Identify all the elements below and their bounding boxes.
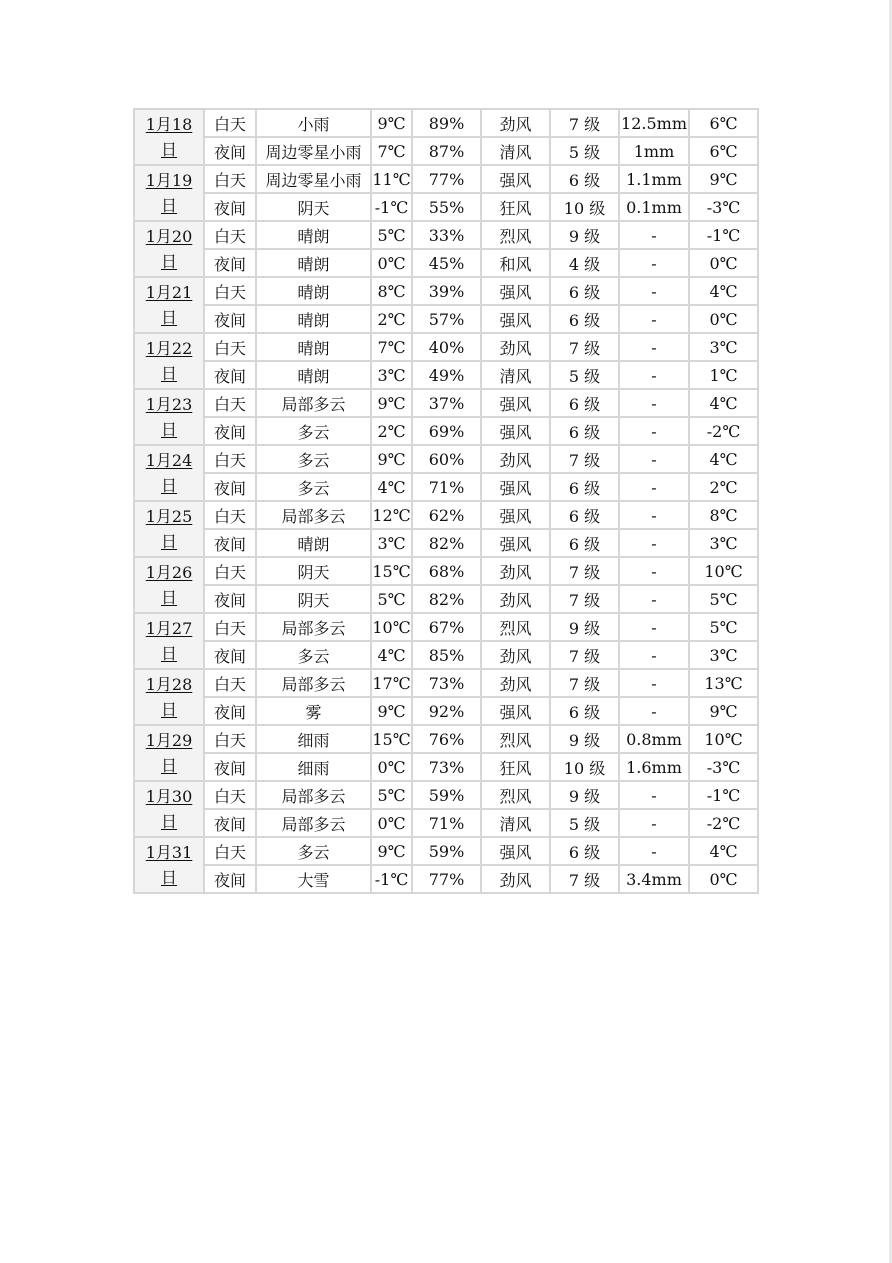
wind-cell: 强风 xyxy=(482,698,551,726)
precipitation-cell: - xyxy=(620,474,690,502)
humidity-cell: 68% xyxy=(413,558,482,586)
precipitation-cell: - xyxy=(620,334,690,362)
table-row xyxy=(135,222,759,250)
wind-cell: 强风 xyxy=(482,474,551,502)
wind-level-cell: 7 级 xyxy=(551,642,620,670)
table-row xyxy=(135,866,759,894)
wind-cell: 烈风 xyxy=(482,782,551,810)
period-cell: 夜间 xyxy=(205,642,257,670)
wind-level-cell: 6 级 xyxy=(551,698,620,726)
table-row xyxy=(135,334,759,362)
wind-level-cell: 9 级 xyxy=(551,726,620,754)
wind-cell: 烈风 xyxy=(482,614,551,642)
condition-cell: 多云 xyxy=(257,418,372,446)
temperature-cell: 9℃ xyxy=(372,838,413,866)
date-month-day: 1月20 xyxy=(145,227,193,246)
condition-cell: 晴朗 xyxy=(257,222,372,250)
feels-like-cell: 3℃ xyxy=(690,334,759,362)
feels-like-cell: 4℃ xyxy=(690,838,759,866)
date-day-suffix: 日 xyxy=(160,756,177,775)
wind-level-cell: 7 级 xyxy=(551,446,620,474)
table-row xyxy=(135,110,759,138)
precipitation-cell: 1.1mm xyxy=(620,166,690,194)
precipitation-cell: - xyxy=(620,670,690,698)
table-row xyxy=(135,670,759,698)
wind-cell: 劲风 xyxy=(482,670,551,698)
table-row xyxy=(135,782,759,810)
date-day-suffix: 日 xyxy=(160,364,177,383)
wind-level-cell: 6 级 xyxy=(551,390,620,418)
wind-level-cell: 5 级 xyxy=(551,138,620,166)
precipitation-cell: 3.4mm xyxy=(620,866,690,894)
precipitation-cell: - xyxy=(620,502,690,530)
table-row xyxy=(135,166,759,194)
precipitation-cell: 0.8mm xyxy=(620,726,690,754)
table-row xyxy=(135,838,759,866)
precipitation-cell: - xyxy=(620,222,690,250)
feels-like-cell: 3℃ xyxy=(690,530,759,558)
condition-cell: 局部多云 xyxy=(257,614,372,642)
temperature-cell: -1℃ xyxy=(372,866,413,894)
condition-cell: 多云 xyxy=(257,838,372,866)
condition-cell: 局部多云 xyxy=(257,810,372,838)
temperature-cell: 9℃ xyxy=(372,110,413,138)
precipitation-cell: - xyxy=(620,418,690,446)
table-row xyxy=(135,502,759,530)
date-month-day: 1月28 xyxy=(145,675,193,694)
precipitation-cell: - xyxy=(620,530,690,558)
temperature-cell: 4℃ xyxy=(372,474,413,502)
period-cell: 夜间 xyxy=(205,586,257,614)
date-day-suffix: 日 xyxy=(160,476,177,495)
feels-like-cell: -3℃ xyxy=(690,194,759,222)
precipitation-cell: - xyxy=(620,446,690,474)
table-row xyxy=(135,194,759,222)
humidity-cell: 85% xyxy=(413,642,482,670)
wind-level-cell: 7 级 xyxy=(551,110,620,138)
condition-cell: 周边零星小雨 xyxy=(257,138,372,166)
condition-cell: 局部多云 xyxy=(257,390,372,418)
table-row xyxy=(135,726,759,754)
date-cell xyxy=(135,726,205,782)
date-cell xyxy=(135,782,205,838)
date-day-suffix: 日 xyxy=(160,644,177,663)
humidity-cell: 77% xyxy=(413,166,482,194)
humidity-cell: 60% xyxy=(413,446,482,474)
humidity-cell: 55% xyxy=(413,194,482,222)
precipitation-cell: - xyxy=(620,586,690,614)
period-cell: 白天 xyxy=(205,782,257,810)
humidity-cell: 71% xyxy=(413,474,482,502)
wind-level-cell: 6 级 xyxy=(551,418,620,446)
period-cell: 白天 xyxy=(205,614,257,642)
precipitation-cell: - xyxy=(620,278,690,306)
date-month-day: 1月18 xyxy=(145,115,193,134)
temperature-cell: 17℃ xyxy=(372,670,413,698)
wind-level-cell: 7 级 xyxy=(551,586,620,614)
humidity-cell: 71% xyxy=(413,810,482,838)
humidity-cell: 45% xyxy=(413,250,482,278)
feels-like-cell: 9℃ xyxy=(690,166,759,194)
date-month-day: 1月21 xyxy=(145,283,193,302)
wind-level-cell: 6 级 xyxy=(551,306,620,334)
humidity-cell: 59% xyxy=(413,782,482,810)
date-day-suffix: 日 xyxy=(160,196,177,215)
feels-like-cell: 0℃ xyxy=(690,250,759,278)
date-day-suffix: 日 xyxy=(160,252,177,271)
wind-level-cell: 4 级 xyxy=(551,250,620,278)
precipitation-cell: 12.5mm xyxy=(620,110,690,138)
wind-cell: 狂风 xyxy=(482,754,551,782)
wind-cell: 劲风 xyxy=(482,642,551,670)
date-month-day: 1月26 xyxy=(145,563,193,582)
temperature-cell: 0℃ xyxy=(372,810,413,838)
wind-level-cell: 7 级 xyxy=(551,558,620,586)
feels-like-cell: 0℃ xyxy=(690,866,759,894)
feels-like-cell: -1℃ xyxy=(690,782,759,810)
wind-level-cell: 9 级 xyxy=(551,782,620,810)
date-day-suffix: 日 xyxy=(160,308,177,327)
wind-cell: 强风 xyxy=(482,390,551,418)
table-row xyxy=(135,614,759,642)
feels-like-cell: 8℃ xyxy=(690,502,759,530)
precipitation-cell: - xyxy=(620,642,690,670)
period-cell: 夜间 xyxy=(205,138,257,166)
temperature-cell: 11℃ xyxy=(372,166,413,194)
wind-cell: 强风 xyxy=(482,166,551,194)
precipitation-cell: - xyxy=(620,306,690,334)
feels-like-cell: 6℃ xyxy=(690,138,759,166)
humidity-cell: 87% xyxy=(413,138,482,166)
condition-cell: 晴朗 xyxy=(257,362,372,390)
wind-cell: 劲风 xyxy=(482,110,551,138)
temperature-cell: 2℃ xyxy=(372,306,413,334)
table-row xyxy=(135,530,759,558)
date-month-day: 1月22 xyxy=(145,339,193,358)
condition-cell: 雾 xyxy=(257,698,372,726)
precipitation-cell: - xyxy=(620,390,690,418)
temperature-cell: 2℃ xyxy=(372,418,413,446)
period-cell: 夜间 xyxy=(205,194,257,222)
wind-level-cell: 5 级 xyxy=(551,810,620,838)
temperature-cell: 8℃ xyxy=(372,278,413,306)
wind-cell: 强风 xyxy=(482,838,551,866)
period-cell: 白天 xyxy=(205,838,257,866)
wind-cell: 强风 xyxy=(482,418,551,446)
condition-cell: 多云 xyxy=(257,474,372,502)
date-cell xyxy=(135,222,205,278)
temperature-cell: 9℃ xyxy=(372,446,413,474)
date-cell xyxy=(135,502,205,558)
period-cell: 白天 xyxy=(205,166,257,194)
feels-like-cell: 10℃ xyxy=(690,726,759,754)
humidity-cell: 82% xyxy=(413,530,482,558)
period-cell: 白天 xyxy=(205,670,257,698)
date-cell xyxy=(135,390,205,446)
condition-cell: 晴朗 xyxy=(257,306,372,334)
precipitation-cell: - xyxy=(620,614,690,642)
humidity-cell: 39% xyxy=(413,278,482,306)
humidity-cell: 89% xyxy=(413,110,482,138)
date-cell xyxy=(135,838,205,894)
date-day-suffix: 日 xyxy=(160,420,177,439)
precipitation-cell: 1.6mm xyxy=(620,754,690,782)
precipitation-cell: 1mm xyxy=(620,138,690,166)
humidity-cell: 59% xyxy=(413,838,482,866)
wind-cell: 劲风 xyxy=(482,586,551,614)
temperature-cell: 5℃ xyxy=(372,222,413,250)
temperature-cell: -1℃ xyxy=(372,194,413,222)
humidity-cell: 37% xyxy=(413,390,482,418)
wind-cell: 强风 xyxy=(482,306,551,334)
date-month-day: 1月30 xyxy=(145,787,193,806)
wind-level-cell: 9 级 xyxy=(551,614,620,642)
humidity-cell: 73% xyxy=(413,670,482,698)
feels-like-cell: -3℃ xyxy=(690,754,759,782)
table-row xyxy=(135,446,759,474)
humidity-cell: 49% xyxy=(413,362,482,390)
date-cell xyxy=(135,278,205,334)
condition-cell: 局部多云 xyxy=(257,502,372,530)
temperature-cell: 0℃ xyxy=(372,250,413,278)
wind-cell: 劲风 xyxy=(482,446,551,474)
table-row xyxy=(135,754,759,782)
humidity-cell: 77% xyxy=(413,866,482,894)
table-row xyxy=(135,586,759,614)
wind-cell: 狂风 xyxy=(482,194,551,222)
date-month-day: 1月27 xyxy=(145,619,193,638)
period-cell: 夜间 xyxy=(205,698,257,726)
precipitation-cell: 0.1mm xyxy=(620,194,690,222)
temperature-cell: 3℃ xyxy=(372,530,413,558)
humidity-cell: 57% xyxy=(413,306,482,334)
wind-cell: 强风 xyxy=(482,278,551,306)
condition-cell: 大雪 xyxy=(257,866,372,894)
period-cell: 夜间 xyxy=(205,530,257,558)
feels-like-cell: 4℃ xyxy=(690,278,759,306)
date-day-suffix: 日 xyxy=(160,532,177,551)
temperature-cell: 15℃ xyxy=(372,726,413,754)
humidity-cell: 62% xyxy=(413,502,482,530)
wind-cell: 强风 xyxy=(482,530,551,558)
wind-level-cell: 7 级 xyxy=(551,334,620,362)
humidity-cell: 67% xyxy=(413,614,482,642)
condition-cell: 晴朗 xyxy=(257,334,372,362)
temperature-cell: 12℃ xyxy=(372,502,413,530)
feels-like-cell: 0℃ xyxy=(690,306,759,334)
period-cell: 夜间 xyxy=(205,754,257,782)
date-month-day: 1月23 xyxy=(145,395,193,414)
humidity-cell: 92% xyxy=(413,698,482,726)
temperature-cell: 15℃ xyxy=(372,558,413,586)
wind-cell: 清风 xyxy=(482,362,551,390)
period-cell: 白天 xyxy=(205,502,257,530)
feels-like-cell: 4℃ xyxy=(690,446,759,474)
precipitation-cell: - xyxy=(620,362,690,390)
wind-level-cell: 6 级 xyxy=(551,474,620,502)
condition-cell: 阴天 xyxy=(257,558,372,586)
condition-cell: 阴天 xyxy=(257,194,372,222)
table-row xyxy=(135,558,759,586)
date-cell xyxy=(135,166,205,222)
wind-level-cell: 5 级 xyxy=(551,362,620,390)
temperature-cell: 7℃ xyxy=(372,138,413,166)
temperature-cell: 9℃ xyxy=(372,698,413,726)
period-cell: 白天 xyxy=(205,278,257,306)
temperature-cell: 7℃ xyxy=(372,334,413,362)
period-cell: 白天 xyxy=(205,390,257,418)
period-cell: 白天 xyxy=(205,222,257,250)
date-day-suffix: 日 xyxy=(160,812,177,831)
wind-cell: 劲风 xyxy=(482,334,551,362)
condition-cell: 细雨 xyxy=(257,726,372,754)
table-row xyxy=(135,390,759,418)
wind-cell: 烈风 xyxy=(482,726,551,754)
date-month-day: 1月24 xyxy=(145,451,193,470)
date-cell xyxy=(135,446,205,502)
table-row xyxy=(135,306,759,334)
period-cell: 白天 xyxy=(205,726,257,754)
feels-like-cell: 2℃ xyxy=(690,474,759,502)
wind-cell: 烈风 xyxy=(482,222,551,250)
feels-like-cell: 1℃ xyxy=(690,362,759,390)
condition-cell: 晴朗 xyxy=(257,250,372,278)
precipitation-cell: - xyxy=(620,810,690,838)
table-row xyxy=(135,698,759,726)
period-cell: 白天 xyxy=(205,558,257,586)
precipitation-cell: - xyxy=(620,698,690,726)
temperature-cell: 5℃ xyxy=(372,586,413,614)
wind-level-cell: 7 级 xyxy=(551,670,620,698)
feels-like-cell: 4℃ xyxy=(690,390,759,418)
humidity-cell: 82% xyxy=(413,586,482,614)
feels-like-cell: 6℃ xyxy=(690,110,759,138)
humidity-cell: 33% xyxy=(413,222,482,250)
wind-cell: 劲风 xyxy=(482,866,551,894)
condition-cell: 多云 xyxy=(257,446,372,474)
table-row xyxy=(135,418,759,446)
feels-like-cell: 13℃ xyxy=(690,670,759,698)
wind-level-cell: 6 级 xyxy=(551,838,620,866)
period-cell: 夜间 xyxy=(205,474,257,502)
weather-table-body xyxy=(135,110,759,894)
period-cell: 白天 xyxy=(205,334,257,362)
humidity-cell: 73% xyxy=(413,754,482,782)
table-row xyxy=(135,138,759,166)
date-day-suffix: 日 xyxy=(160,140,177,159)
wind-level-cell: 6 级 xyxy=(551,502,620,530)
temperature-cell: 5℃ xyxy=(372,782,413,810)
date-month-day: 1月29 xyxy=(145,731,193,750)
wind-level-cell: 9 级 xyxy=(551,222,620,250)
wind-level-cell: 7 级 xyxy=(551,866,620,894)
humidity-cell: 76% xyxy=(413,726,482,754)
condition-cell: 晴朗 xyxy=(257,278,372,306)
table-row xyxy=(135,250,759,278)
condition-cell: 多云 xyxy=(257,642,372,670)
wind-cell: 清风 xyxy=(482,138,551,166)
weather-forecast-table xyxy=(133,108,759,894)
period-cell: 夜间 xyxy=(205,306,257,334)
temperature-cell: 4℃ xyxy=(372,642,413,670)
date-month-day: 1月31 xyxy=(145,843,193,862)
date-cell xyxy=(135,670,205,726)
temperature-cell: 10℃ xyxy=(372,614,413,642)
table-row xyxy=(135,362,759,390)
feels-like-cell: -2℃ xyxy=(690,810,759,838)
date-cell xyxy=(135,558,205,614)
condition-cell: 局部多云 xyxy=(257,670,372,698)
wind-level-cell: 6 级 xyxy=(551,278,620,306)
date-day-suffix: 日 xyxy=(160,868,177,887)
condition-cell: 细雨 xyxy=(257,754,372,782)
date-month-day: 1月25 xyxy=(145,507,193,526)
date-day-suffix: 日 xyxy=(160,700,177,719)
table-row xyxy=(135,474,759,502)
table-row xyxy=(135,810,759,838)
wind-level-cell: 10 级 xyxy=(551,754,620,782)
period-cell: 夜间 xyxy=(205,866,257,894)
precipitation-cell: - xyxy=(620,250,690,278)
wind-level-cell: 6 级 xyxy=(551,166,620,194)
condition-cell: 局部多云 xyxy=(257,782,372,810)
period-cell: 夜间 xyxy=(205,250,257,278)
wind-cell: 和风 xyxy=(482,250,551,278)
condition-cell: 小雨 xyxy=(257,110,372,138)
feels-like-cell: -2℃ xyxy=(690,418,759,446)
date-day-suffix: 日 xyxy=(160,588,177,607)
precipitation-cell: - xyxy=(620,838,690,866)
feels-like-cell: 10℃ xyxy=(690,558,759,586)
feels-like-cell: 5℃ xyxy=(690,586,759,614)
humidity-cell: 40% xyxy=(413,334,482,362)
date-cell xyxy=(135,614,205,670)
period-cell: 白天 xyxy=(205,110,257,138)
wind-cell: 强风 xyxy=(482,502,551,530)
humidity-cell: 69% xyxy=(413,418,482,446)
wind-level-cell: 6 级 xyxy=(551,530,620,558)
feels-like-cell: -1℃ xyxy=(690,222,759,250)
condition-cell: 晴朗 xyxy=(257,530,372,558)
period-cell: 夜间 xyxy=(205,362,257,390)
period-cell: 夜间 xyxy=(205,418,257,446)
feels-like-cell: 9℃ xyxy=(690,698,759,726)
feels-like-cell: 5℃ xyxy=(690,614,759,642)
date-cell xyxy=(135,334,205,390)
period-cell: 夜间 xyxy=(205,810,257,838)
wind-level-cell: 10 级 xyxy=(551,194,620,222)
condition-cell: 阴天 xyxy=(257,586,372,614)
table-row xyxy=(135,278,759,306)
condition-cell: 周边零星小雨 xyxy=(257,166,372,194)
precipitation-cell: - xyxy=(620,782,690,810)
temperature-cell: 3℃ xyxy=(372,362,413,390)
feels-like-cell: 3℃ xyxy=(690,642,759,670)
date-cell xyxy=(135,110,205,166)
wind-cell: 清风 xyxy=(482,810,551,838)
table-row xyxy=(135,642,759,670)
temperature-cell: 0℃ xyxy=(372,754,413,782)
precipitation-cell: - xyxy=(620,558,690,586)
temperature-cell: 9℃ xyxy=(372,390,413,418)
date-month-day: 1月19 xyxy=(145,171,193,190)
wind-cell: 劲风 xyxy=(482,558,551,586)
period-cell: 白天 xyxy=(205,446,257,474)
